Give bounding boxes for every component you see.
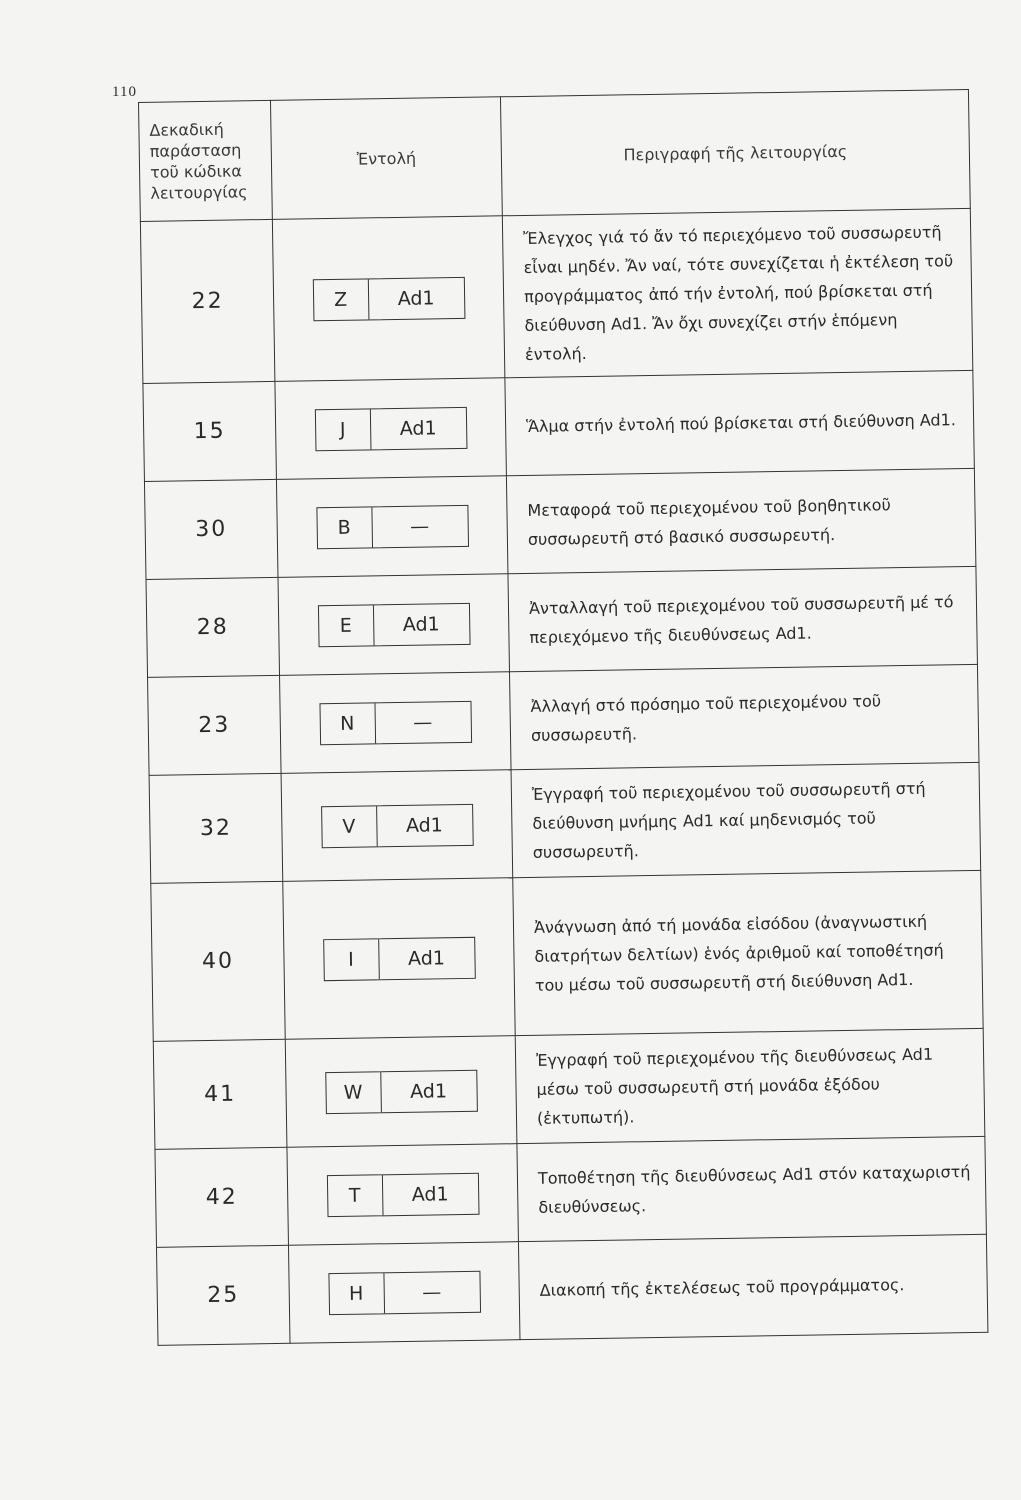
- instruction-box: [319, 700, 472, 744]
- header-description: Περιγραφή τῆς λειτουργίας: [500, 89, 970, 215]
- table-row: [144, 468, 975, 579]
- table-header-row: [139, 89, 971, 221]
- row-description: Ἐγγραφή τοῦ περιεχομένου τοῦ συσσωρευτῆ στή διεύθυνση μνήμης Ad1 καί μηδενισμός τοῦ συσσωρευτῆ.: [511, 762, 981, 877]
- instruction-box: [312, 276, 465, 320]
- instruction-table: [138, 89, 987, 1346]
- opcode-decimal: 22: [140, 219, 275, 383]
- table-row: [151, 870, 983, 1041]
- instruction-box: [323, 936, 476, 980]
- instruction-op: H: [329, 1273, 385, 1314]
- row-description: Ἔλεγχος γιά τό ἄν τό περιεχόμενο τοῦ συσσωρευτῆ εἶναι μηδέν. Ἄν ναί, τότε συνεχίζεται ἡ ἐκτέλεση τοῦ προγράμματος ἀπό τήν ἐντολή, πού βρίσκεται στή διεύθυνση Ad1. Ἄν ὄχι συνεχίζει στήν ἑπόμενη ἐντολή.: [502, 208, 972, 377]
- instruction-arg: Ad1: [409, 1079, 448, 1103]
- instruction-arg: —: [422, 1280, 442, 1304]
- instruction-arg: Ad1: [411, 1182, 449, 1206]
- instruction-op: V: [322, 806, 378, 847]
- instruction-box: [316, 504, 469, 548]
- opcode-decimal: 32: [149, 773, 283, 883]
- instruction-op: Z: [313, 279, 369, 320]
- instruction-arg: Ad1: [397, 286, 435, 310]
- instruction-box: [325, 1069, 478, 1113]
- instruction-op: W: [326, 1072, 382, 1113]
- instruction-op: E: [318, 605, 374, 646]
- instruction-box: [328, 1270, 481, 1314]
- table-row: [156, 1234, 987, 1345]
- instruction-op: I: [324, 939, 380, 980]
- instruction-op: B: [317, 507, 373, 548]
- table-row: [143, 370, 974, 481]
- opcode-decimal: 25: [156, 1245, 290, 1345]
- table-row: [140, 208, 972, 383]
- header-instruction: Ἐντολή: [270, 97, 502, 220]
- instruction-op: N: [320, 703, 376, 744]
- instruction-arg: Ad1: [407, 946, 446, 970]
- instruction-arg: —: [410, 514, 430, 538]
- opcode-decimal: 41: [153, 1039, 287, 1149]
- opcode-decimal: 15: [143, 381, 277, 481]
- row-description: Ἅλμα στήν ἐντολή πού βρίσκεται στή διεύθυνση Ad1.: [505, 370, 974, 475]
- instruction-arg: Ad1: [405, 813, 443, 837]
- table-row: [153, 1028, 985, 1149]
- instruction-box: [326, 1172, 479, 1216]
- opcode-decimal: 28: [146, 577, 280, 677]
- row-description: Τοποθέτηση τῆς διευθύνσεως Ad1 στόν καταχωριστή διευθύνσεως.: [517, 1136, 986, 1241]
- instruction-op: J: [315, 409, 371, 450]
- page-number: 110: [112, 84, 137, 100]
- row-description: Μεταφορά τοῦ περιεχομένου τοῦ βοηθητικοῦ συσσωρευτῆ στό βασικό συσσωρευτή.: [506, 468, 975, 573]
- table-row: [149, 762, 981, 883]
- opcode-decimal: 30: [144, 479, 278, 579]
- opcode-decimal: 42: [155, 1147, 289, 1247]
- instruction-box: [314, 406, 467, 450]
- row-description: Ἐγγραφή τοῦ περιεχομένου τῆς διευθύνσεως Ad1 μέσω τοῦ συσσωρευτῆ στή μονάδα ἐξόδου (ἐκτυπωτή).: [515, 1028, 985, 1143]
- instruction-arg: Ad1: [399, 416, 437, 440]
- instruction-op: T: [327, 1175, 383, 1216]
- row-description: Ἀνταλλαγή τοῦ περιεχομένου τοῦ συσσωρευτῆ μέ τό περιεχόμενο τῆς διευθύνσεως Ad1.: [508, 566, 977, 671]
- instruction-box: [321, 803, 474, 847]
- header-code: Δεκαδική παράσταση τοῦ κώδικα λειτουργίας: [139, 100, 273, 221]
- instruction-arg: —: [413, 710, 433, 734]
- table-row: [148, 664, 979, 775]
- table-row: [155, 1136, 986, 1247]
- row-description: Ἀλλαγή στό πρόσημο τοῦ περιεχομένου τοῦ συσσωρευτῆ.: [509, 664, 978, 769]
- instruction-arg: Ad1: [402, 612, 440, 636]
- opcode-decimal: 40: [151, 881, 285, 1041]
- table-row: [146, 566, 977, 677]
- row-description: Διακοπή τῆς ἐκτελέσεως τοῦ προγράμματος.: [518, 1234, 987, 1339]
- row-description: Ἀνάγνωση ἀπό τή μονάδα εἰσόδου (ἀναγνωστική διατρήτων δελτίων) ἑνός ἀριθμοῦ καί τοποθέτησή του μέσω τοῦ συσσωρευτῆ στή διεύθυνση Ad1.: [513, 870, 983, 1035]
- opcode-decimal: 23: [148, 675, 282, 775]
- instruction-box: [317, 602, 470, 646]
